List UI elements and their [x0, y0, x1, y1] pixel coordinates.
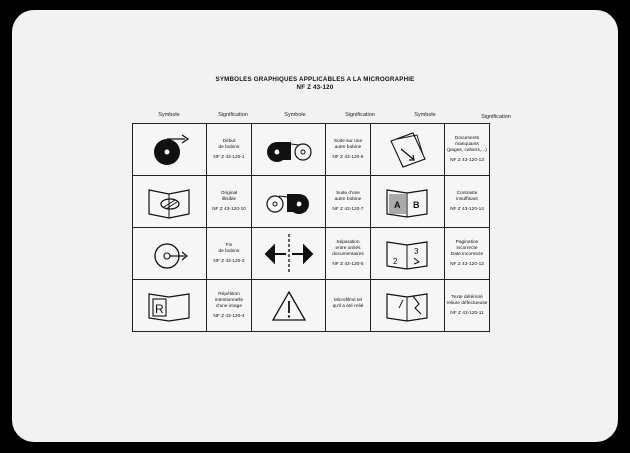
meaning-label: Suite d'une autre bobine [334, 190, 362, 202]
meaning-code: NF Z 43-120-12 [450, 261, 484, 267]
meaning-cell [207, 124, 252, 176]
repeated-image-icon [145, 286, 195, 326]
meaning-label: Début de bobine [218, 138, 240, 150]
column-header-symbol: Symbole [414, 112, 436, 118]
column-header-symbol: Symbole [158, 112, 180, 118]
symbol-cell [133, 228, 207, 280]
meaning-label: Pagination incorrecte Date incorrecte [450, 239, 484, 257]
symbol-cell [252, 280, 326, 332]
meaning-cell [207, 280, 252, 332]
meaning-label: Original illisible [220, 190, 238, 202]
meaning-cell [445, 280, 490, 332]
meaning-code: NF Z 43-120-10 [212, 206, 246, 212]
symbol-cell [133, 176, 207, 228]
meaning-cell [326, 124, 371, 176]
document-sheet [12, 10, 618, 442]
meaning-label: Suite sur une autre bobine [333, 138, 363, 150]
meaning-code: NF Z 43-120-7 [332, 206, 364, 212]
damaged-book-icon [383, 286, 433, 326]
meaning-code: NF Z 43-120-1 [213, 154, 245, 160]
symbol-cell [371, 228, 445, 280]
meaning-cell [445, 176, 490, 228]
letter-a: A [393, 199, 400, 210]
column-header-meaning: Signification [345, 112, 375, 118]
column-header-symbol: Symbole [284, 112, 306, 118]
meaning-label: Répétition intentionnelle d'une image [214, 291, 244, 309]
meaning-code: NF Z 43-120-14 [450, 206, 484, 212]
meaning-label: Fin de bobine [218, 242, 240, 254]
meaning-code: NF Z 43-120-3 [213, 258, 245, 264]
meaning-label: Microfilmé tel qu'il a été relié [332, 297, 364, 309]
meaning-label: Contraste insuffisant [456, 190, 478, 202]
table-row [133, 124, 490, 176]
symbols-table [132, 123, 490, 332]
meaning-code: NF Z 43-120-5 [332, 261, 364, 267]
table-row [133, 176, 490, 228]
pagination-book-icon [383, 234, 433, 274]
missing-pages-icon [383, 129, 433, 171]
meaning-label: Documents manquants (pages, cahiers,...) [447, 135, 487, 153]
meaning-label: Séparation entre unités documentaires [332, 239, 364, 257]
document-title: SYMBOLES GRAPHIQUES APPLICABLES A LA MICROGRAPHIE [215, 76, 415, 83]
column-header-meaning: Signification [481, 114, 511, 120]
symbol-cell [252, 228, 326, 280]
meaning-cell [445, 228, 490, 280]
meaning-cell [207, 176, 252, 228]
symbol-cell [252, 176, 326, 228]
meaning-cell [445, 124, 490, 176]
symbol-cell [133, 124, 207, 176]
meaning-code: NF Z 43-120-11 [450, 310, 484, 316]
contrast-book-icon [383, 182, 433, 222]
page-number-left: 2 [392, 256, 397, 266]
reel-from-other-icon [259, 182, 319, 222]
meaning-cell [207, 228, 252, 280]
empty-reel-arrow-icon [145, 234, 195, 274]
symbol-cell [371, 280, 445, 332]
letter-r: R [154, 301, 164, 316]
symbol-cell [133, 280, 207, 332]
meaning-code: NF Z 43-120-6 [332, 154, 364, 160]
column-header-meaning: Signification [218, 112, 248, 118]
meaning-cell [326, 280, 371, 332]
meaning-label: Texte détérioré reliure défectueuse [446, 294, 488, 306]
symbol-cell [252, 124, 326, 176]
reel-continued-icon [259, 130, 319, 170]
meaning-cell [326, 228, 371, 280]
illegible-book-icon [145, 182, 195, 222]
symbol-cell [371, 124, 445, 176]
meaning-cell [326, 176, 371, 228]
full-reel-arrow-icon [145, 130, 195, 170]
page-number-right: 3 [413, 246, 418, 256]
letter-b: B [412, 199, 419, 210]
document-subtitle: NF Z 43-120 [296, 84, 334, 91]
warning-triangle-icon [269, 286, 309, 326]
symbol-cell [371, 176, 445, 228]
table-row [133, 280, 490, 332]
table-row [133, 228, 490, 280]
separation-arrows-icon [264, 232, 314, 276]
meaning-code: NF Z 43-120-13 [450, 157, 484, 163]
meaning-code: NF Z 43-120-4 [213, 313, 245, 319]
